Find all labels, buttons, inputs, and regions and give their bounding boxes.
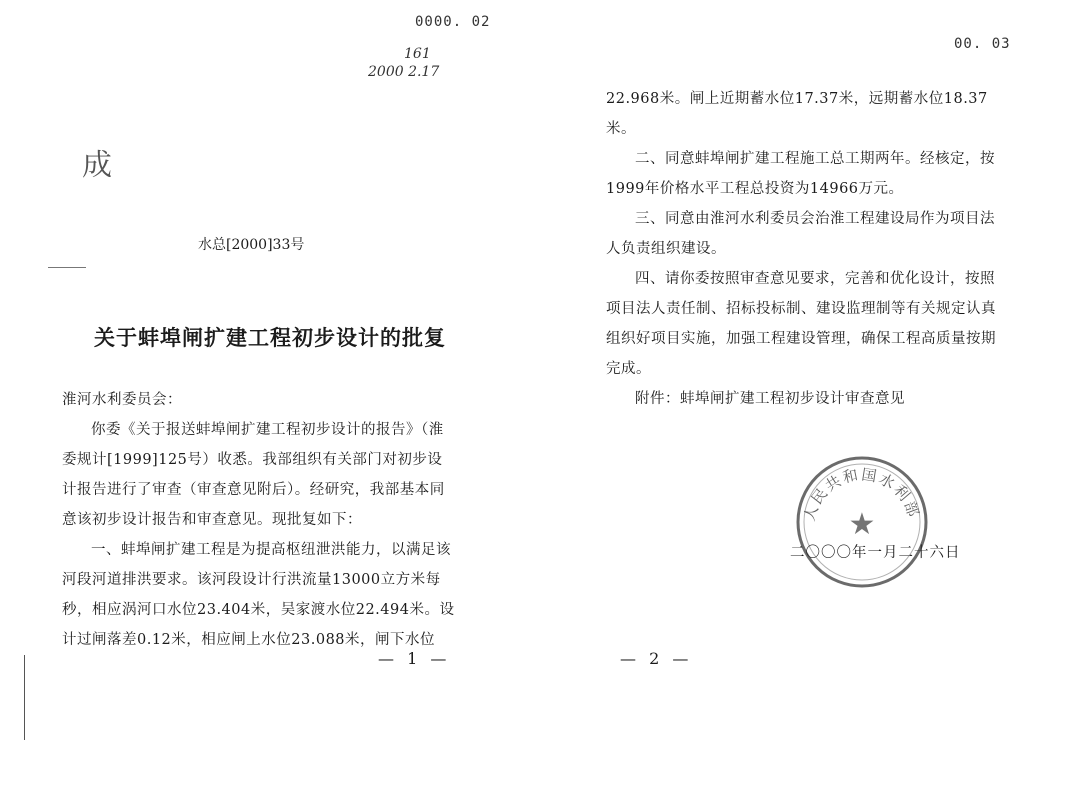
right-body bbox=[606, 84, 1006, 414]
page-number: — 1 — bbox=[378, 649, 451, 668]
paragraph: 一、蚌埠闸扩建工程是为提高枢纽泄洪能力，以满足该河段河道排洪要求。该河段设计行洪流量13000立方米每秒，相应涡河口水位23.404米，吴家渡水位22.494米。设计过闸落差0.12米，相应闸上水位23.088米，闸下水位 bbox=[62, 542, 455, 648]
right-page bbox=[540, 0, 1080, 809]
scan-id: 00. 03 bbox=[954, 36, 1011, 52]
seal-text: 人民共和国水利部 bbox=[800, 465, 924, 524]
signing-date: 二〇〇〇年一月二十六日 bbox=[790, 545, 961, 561]
paragraph-continuation: 22.968米。闸上近期蓄水位17.37米，远期蓄水位18.37米。 bbox=[606, 91, 988, 137]
paragraph: 二、同意蚌埠闸扩建工程施工总工期两年。经核定，按1999年价格水平工程总投资为14966万元。 bbox=[606, 151, 995, 197]
paragraph: 你委《关于报送蚌埠闸扩建工程初步设计的报告》（淮委规计[1999]125号）收悉。我部组织有关部门对初步设计报告进行了审查（审查意见附后）。经研究，我部基本同意该初步设计报告和审查意见。现批复如下： bbox=[62, 422, 445, 528]
paragraph: 四、请你委按照审查意见要求，完善和优化设计，按照项目法人责任制、招标投标制、建设监理制等有关规定认真组织好项目实施，加强工程建设管理，确保工程高质量按期完成。 bbox=[606, 271, 996, 377]
page-number: — 2 — bbox=[620, 649, 693, 668]
binding-line bbox=[24, 655, 25, 740]
svg-text:★: ★ bbox=[848, 507, 876, 542]
paragraph: 三、同意由淮河水利委员会治淮工程建设局作为项目法人负责组织建设。 bbox=[606, 211, 995, 257]
handwritten-date: 2000 2.17 bbox=[368, 64, 440, 80]
left-body bbox=[62, 385, 457, 655]
divider bbox=[48, 267, 86, 268]
scan-id: 0000. 02 bbox=[415, 14, 491, 30]
salutation: 淮河水利委员会： bbox=[62, 392, 182, 408]
handwritten-number: 161 bbox=[404, 46, 431, 62]
document-title: 关于蚌埠闸扩建工程初步设计的批复 bbox=[94, 325, 446, 350]
official-seal bbox=[792, 452, 932, 592]
handwritten-mark: 成 bbox=[82, 148, 112, 183]
document-number: 水总[2000]33号 bbox=[198, 237, 305, 253]
attachment-line: 附件：蚌埠闸扩建工程初步设计审查意见 bbox=[635, 391, 905, 407]
